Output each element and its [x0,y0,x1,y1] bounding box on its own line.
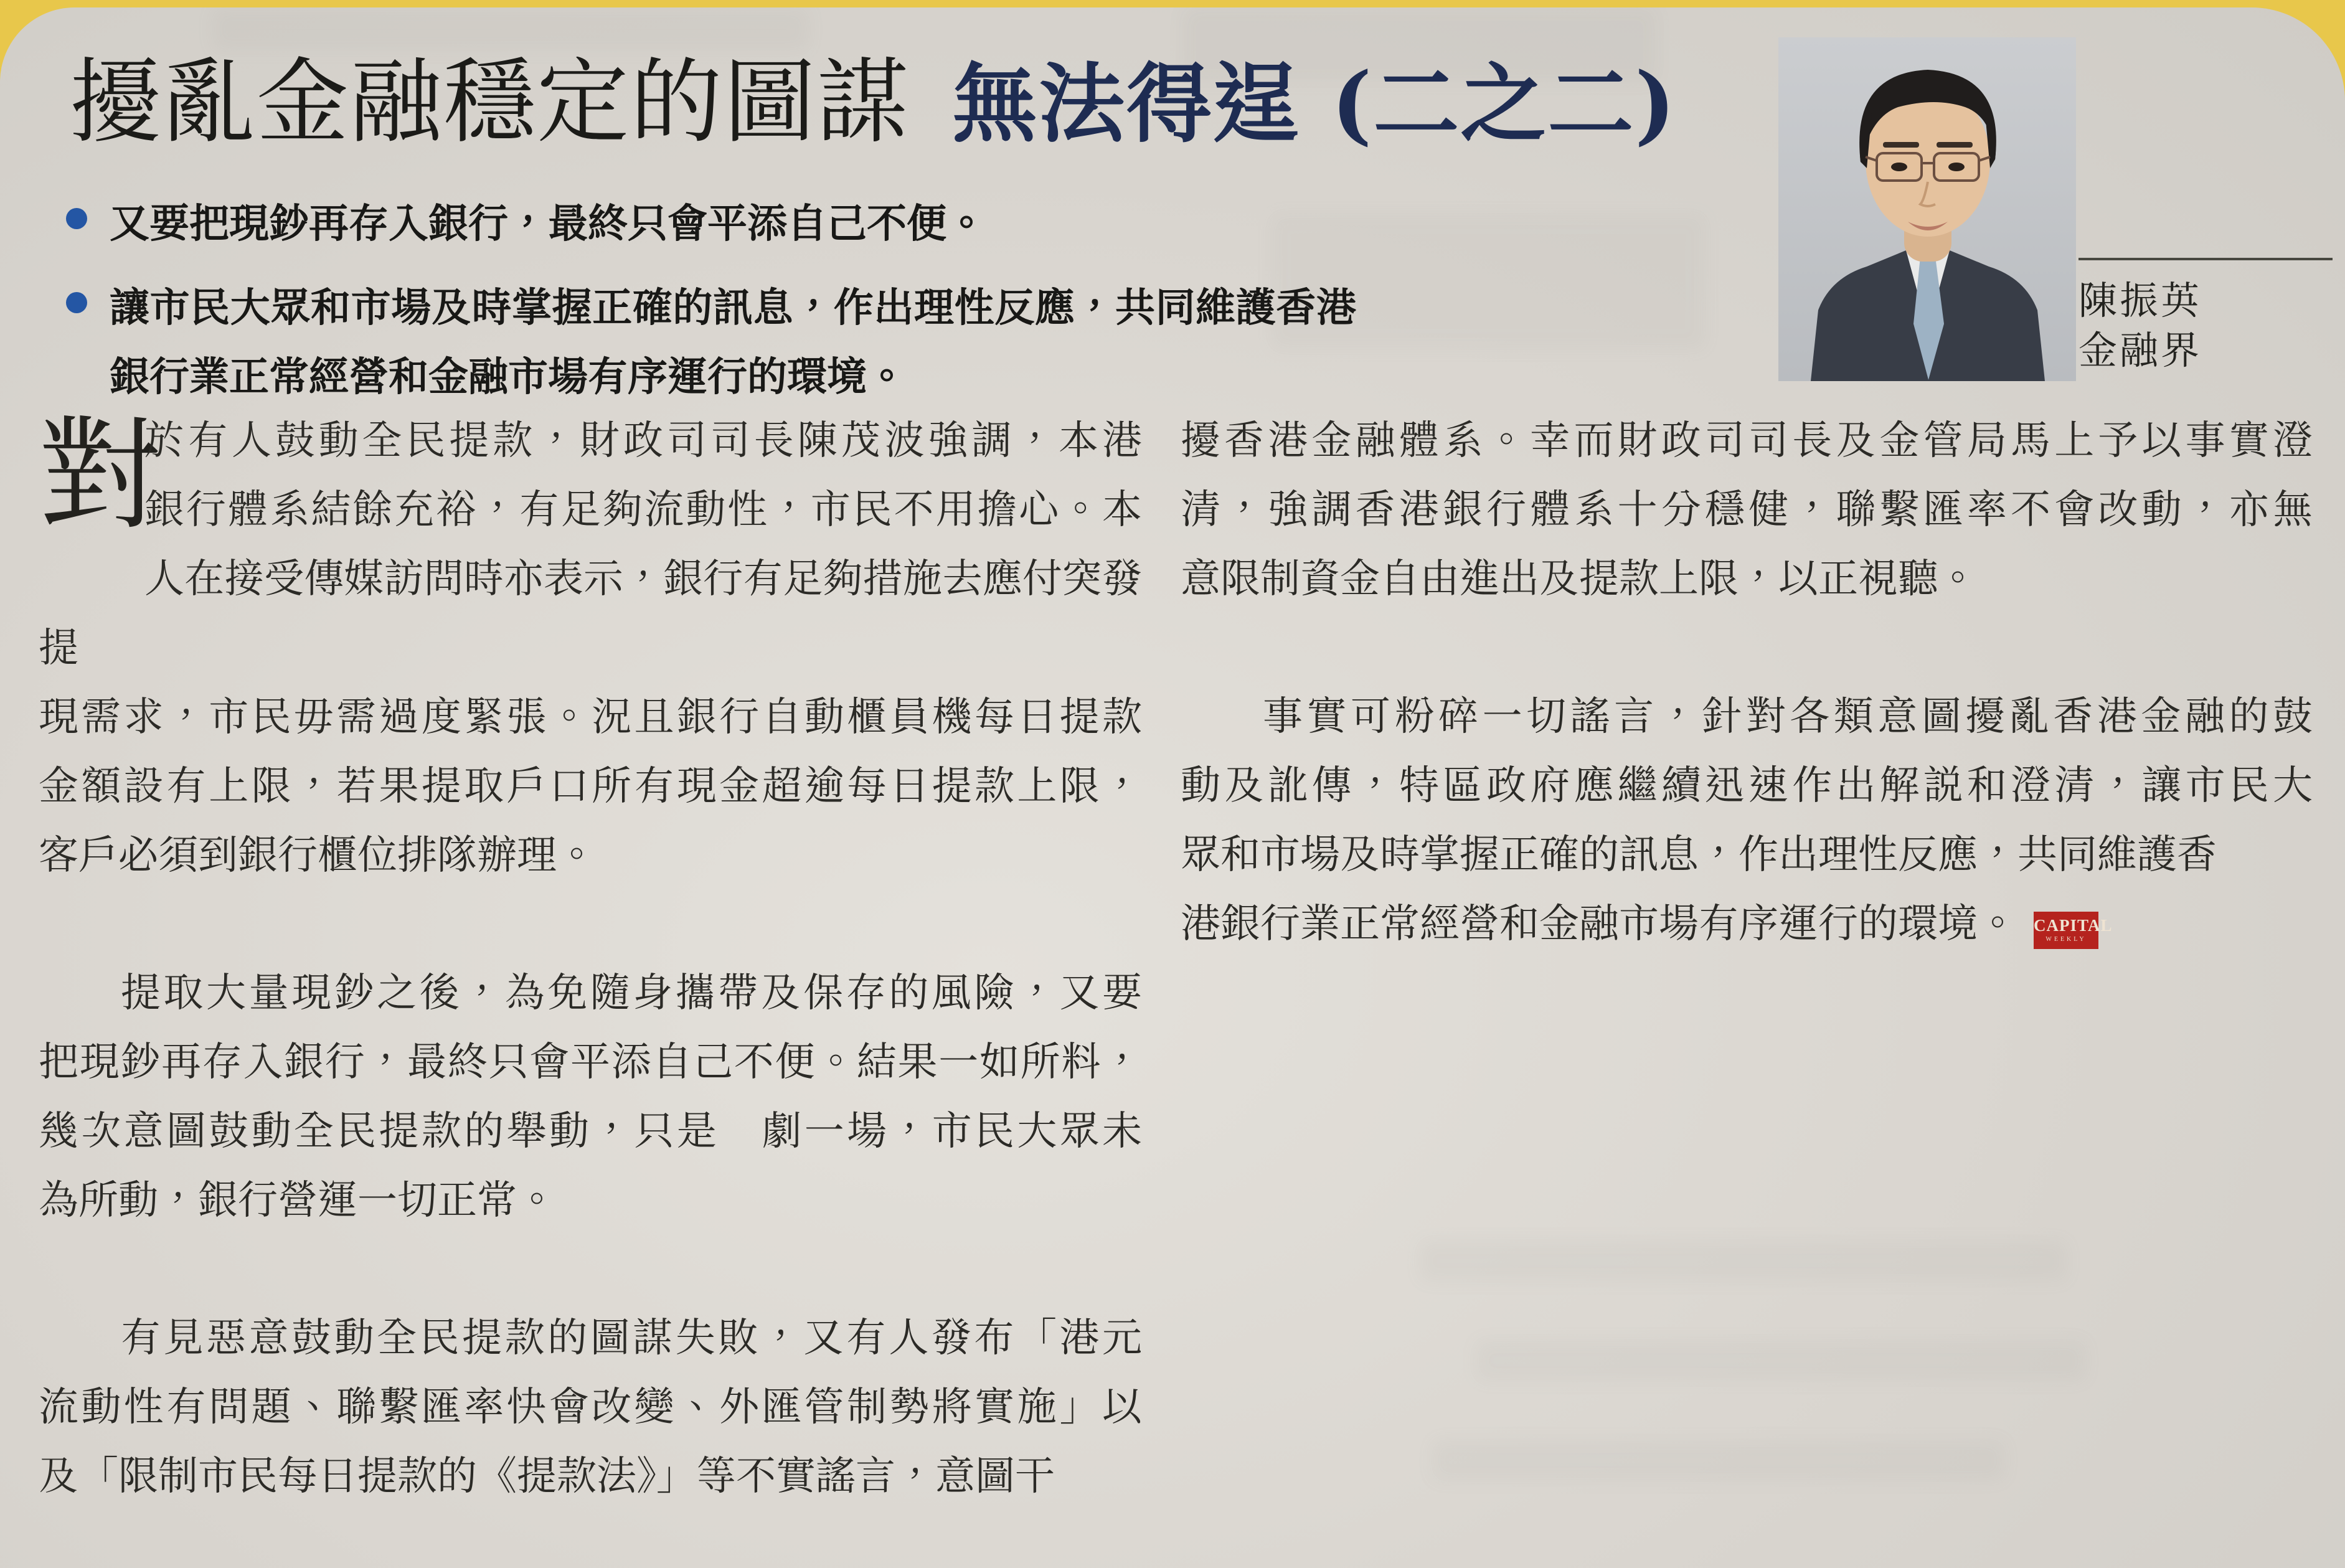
text-line: 清，強調香港銀行體系十分穩健，聯繫匯率不會改動，亦無 [1181,487,2313,532]
paragraph-5-last-line [1181,889,2313,958]
text-line: 有見惡意鼓動全民提款的圖謀失敗，又有人發布「港元 [121,1315,1142,1360]
text-line: 及「限制市民每日提款的《提款法》」等不實謠言，意圖干 [39,1453,1055,1498]
weekly-logo-text: WEEKLY [2045,936,2087,943]
article-title [70,36,1677,173]
text-line: 金額設有上限，若果提取戶口所有現金超逾每日提款上限， [39,763,1142,808]
text-line: 人在接受傳媒訪問時亦表示，銀行有足夠措施去應付突發提 [39,556,1142,670]
paragraph-2 [39,958,1142,1235]
article-column-left [39,406,1142,1568]
paragraph-4-text [1181,406,2313,613]
paragraph-3 [39,1303,1142,1511]
summary-bullet-2-text [110,273,1356,412]
text-line: 流動性有問題、聯繫匯率快會改變、外匯管制勢將實施」以 [39,1384,1142,1429]
text-line: 動及訛傳，特區政府應繼續迅速作出解説和澄清，讓市民大 [1181,763,2313,808]
text-line: 銀行體系結餘充裕，有足夠流動性，市民不用擔心。本 [144,487,1142,532]
author-photo [1778,37,2076,381]
summary-bullet-1 [61,189,1356,258]
paragraph-5 [1181,682,2313,958]
showthrough-ghost [1476,1340,2086,1381]
text-line: 客戶必須到銀行櫃位排隊辦理。 [39,833,597,877]
text-line: 把現鈔再存入銀行，最終只會平添自己不便。結果一如所料， [39,1039,1142,1084]
text-line: 提取大量現鈔之後，為免隨身攜帶及保存的風險，又要 [121,970,1142,1015]
paragraph-1-text [39,406,1142,890]
paragraph-2-text [39,958,1142,1235]
article-title-main: 擾亂金融穩定的圖謀 [70,51,910,154]
bullet-dot-icon [66,208,87,229]
text-line: 為所動，銀行營運一切正常。 [39,1178,557,1222]
text-line: 又要把現鈔再存入銀行，最終只會平添自己不便。 [110,201,986,246]
text-line: 銀行業正常經營和金融市場有序運行的環境。 [110,354,907,399]
text-line: 意限制資金自由進出及提款上限，以正視聽。 [1181,556,1978,601]
text-line: 擾香港金融體系。幸而財政司司長及金管局馬上予以事實澄 [1181,418,2313,463]
author-portrait-illustration [1778,37,2076,381]
summary-bullet-2 [61,273,1356,412]
text-line: 讓市民大眾和市場及時掌握正確的訊息，作出理性反應，共同維護香港 [110,285,1356,330]
dropcap-character: 對 [39,407,161,544]
showthrough-ghost [1420,1240,2067,1282]
capital-logo-text: CAPITAL [2034,916,2113,935]
showthrough-ghost [1432,1440,2005,1481]
caption-divider [2078,258,2333,260]
summary-bullet-1-text [110,189,1356,258]
text-line: 現需求，市民毋需過度緊張。況且銀行自動櫃員機每日提款 [39,694,1142,739]
summary-bullets [61,189,1356,427]
paragraph-3-text [39,1303,1142,1511]
text-line: 事實可粉碎一切謠言，針對各類意圖擾亂香港金融的鼓 [1263,694,2313,739]
paragraph-5-last-text: 港銀行業正常經營和金融市場有序運行的環境。 [1181,901,2017,946]
text-line: 眾和市場及時掌握正確的訊息，作出理性反應，共同維護香 [1181,832,2217,877]
page-paper [0,7,2345,1568]
author-name: 陳振英 [2078,280,2202,323]
capital-weekly-logo [2034,912,2113,949]
text-line: 幾次意圖鼓動全民提款的舉動，只是 劇一場，市民大眾未 [39,1108,1142,1153]
paragraph-5-text [1181,682,2313,889]
bullet-dot-icon [66,292,87,313]
article-title-sub: 無法得逞 (二之二) [951,53,1677,154]
author-caption [2078,258,2333,376]
paragraph-4 [1181,406,2313,613]
text-line: 於有人鼓動全民提款，財政司司長陳茂波強調，本港 [144,418,1142,463]
article-column-right [1181,406,2313,1027]
author-field: 金融界 [2078,329,2202,372]
paragraph-1 [39,406,1142,890]
